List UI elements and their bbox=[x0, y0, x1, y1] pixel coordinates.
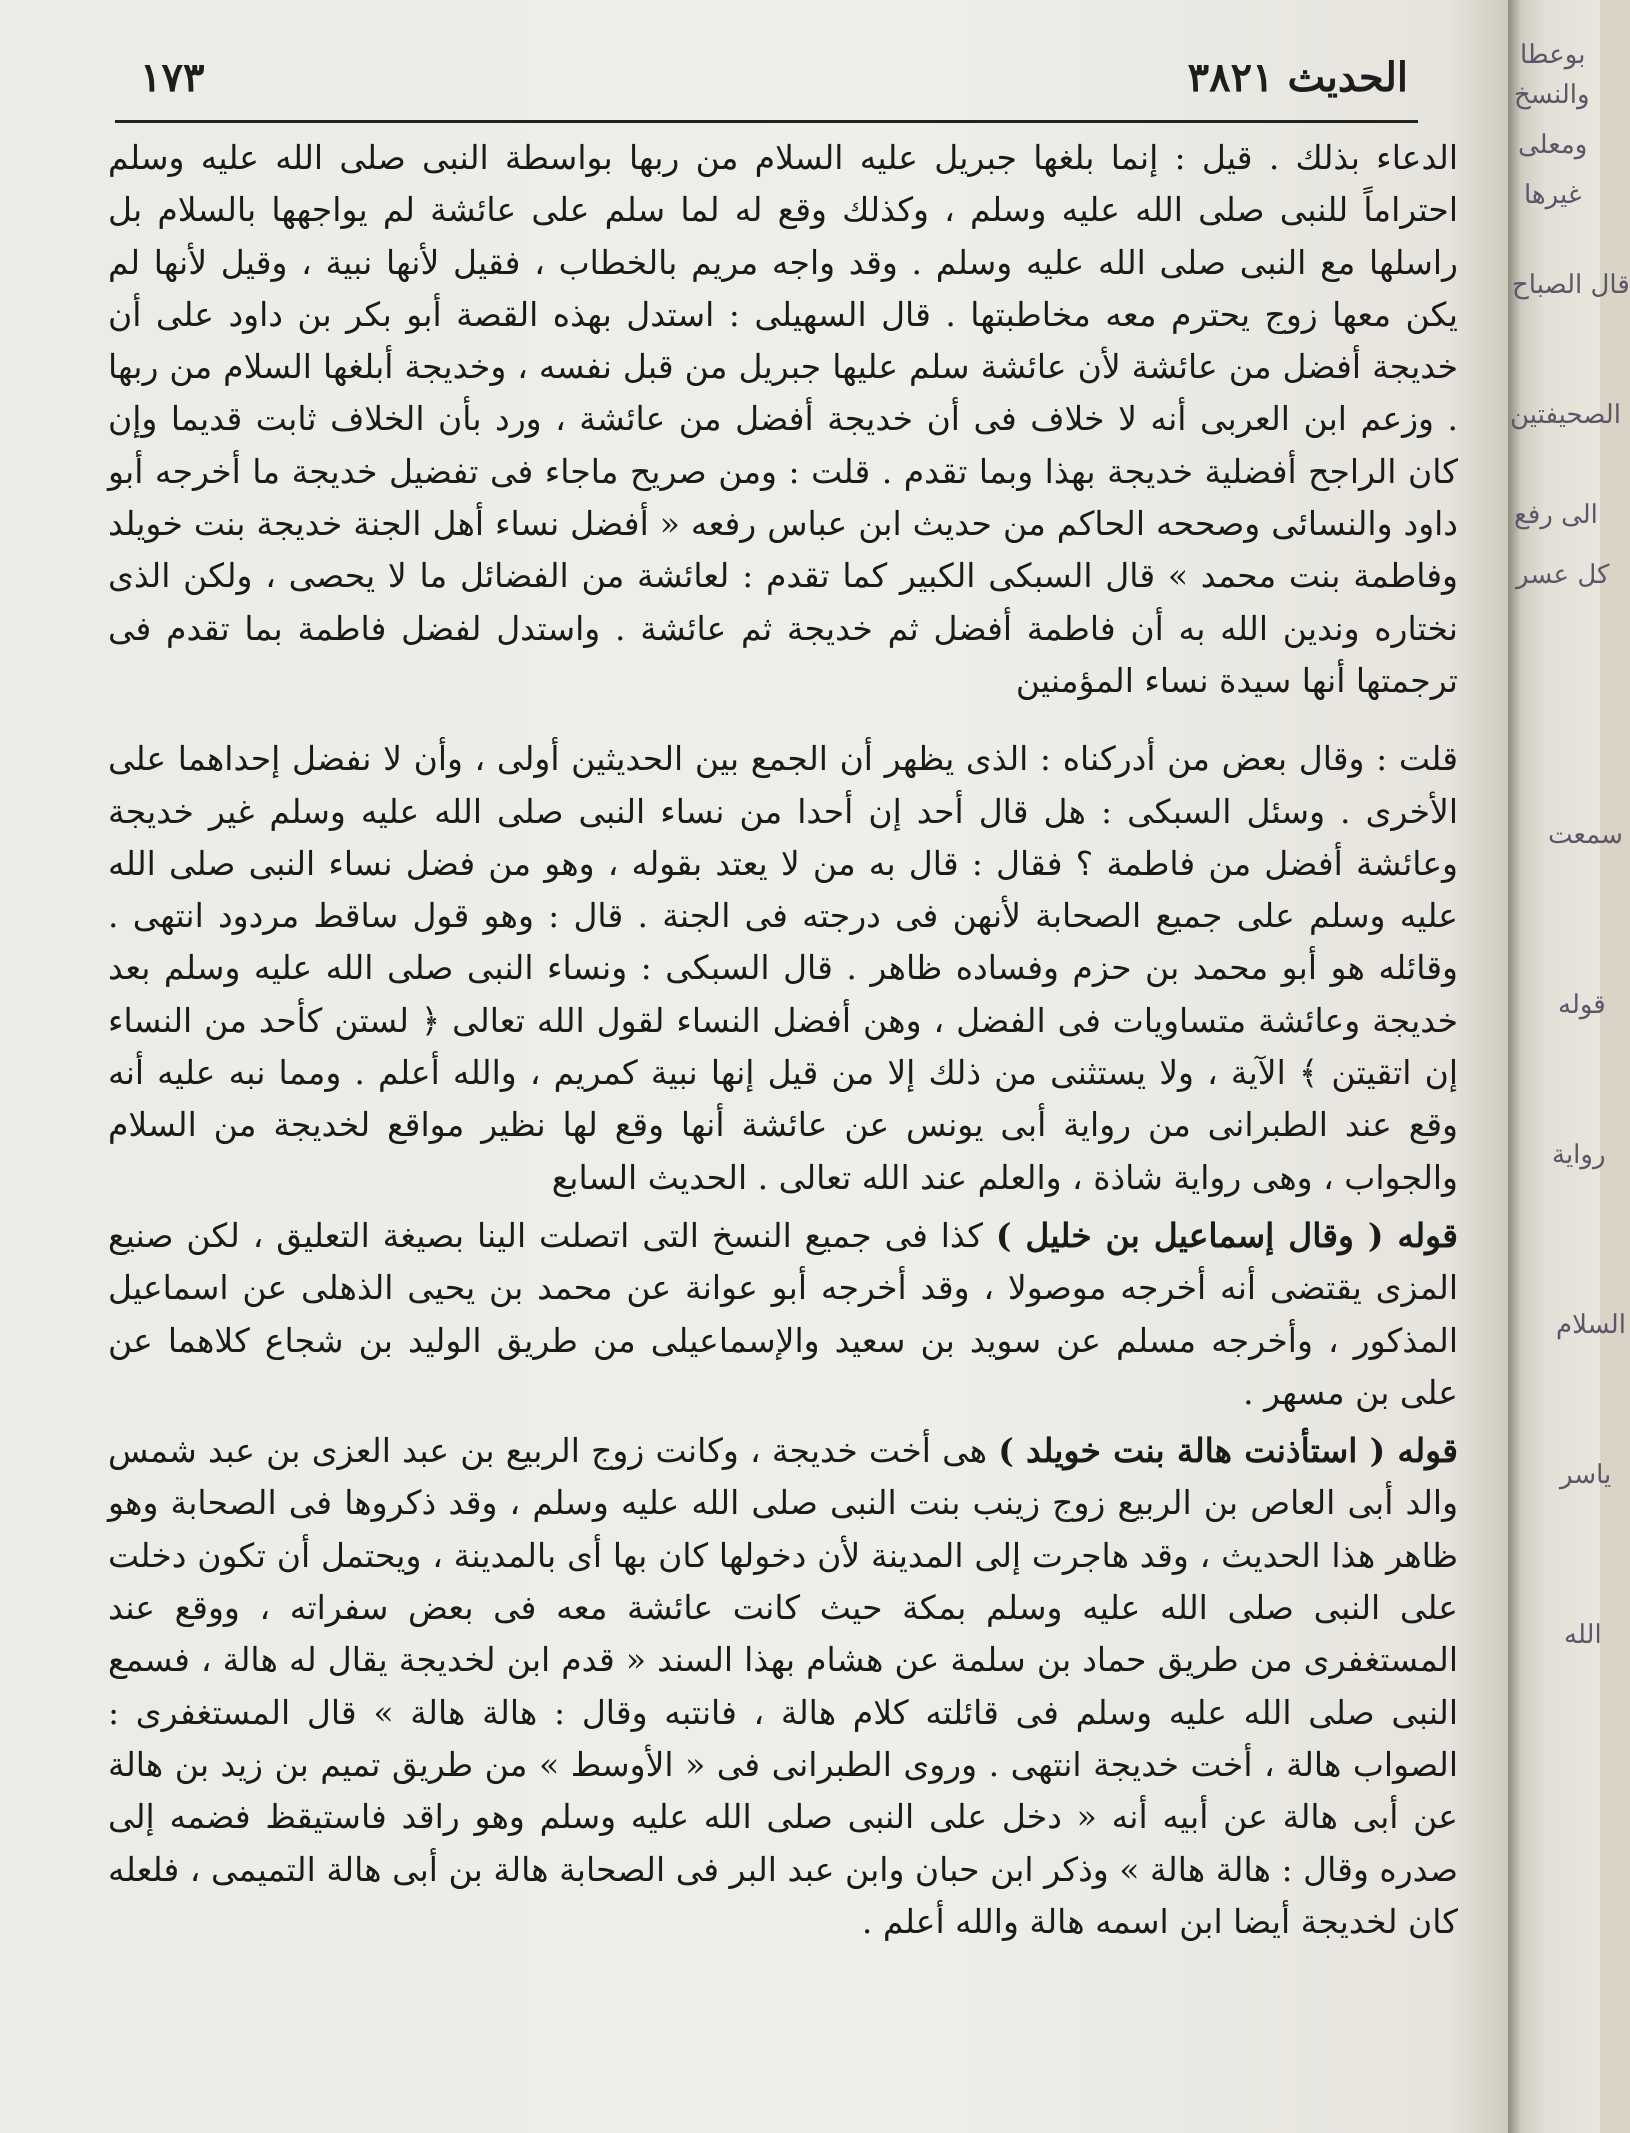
page-number: ١٧٣ bbox=[140, 54, 205, 101]
adjacent-fragment: غيرها bbox=[1524, 180, 1582, 210]
adjacent-fragment: قوله bbox=[1558, 990, 1606, 1020]
paragraph-2-text: قلت : وقال بعض من أدركناه : الذى يظهر أن الجمع بين الحديثين أولى ، وأن لا نفضل إحداهما على الأخرى . وسئل السبكى : هل قال أحد إن أحدا من نساء النبى صلى الله عليه وسلم غير خديجة وعائشة أفضل من فاطمة ؟ فقال : قال به من لا يعتد بقوله ، وهو من فضل نساء النبى صلى الله عليه وسلم على جميع الصحابة لأنهن فى درجته فى الجنة . قال : وهو قول ساقط مردود انتهى . وقائله هو أبو محمد بن حزم وفساده ظاهر . قال السبكى : ونساء النبى صلى الله عليه وسلم بعد خديجة وعائشة متساويات فى الفضل ، وهن أفضل النساء لقول الله تعالى ﴿ لستن كأحد من النساء إن اتقيتن ﴾ الآية ، ولا يستثنى من ذلك إلا من قيل إنها نبية كمريم ، والله أعلم . ومما نبه عليه أنه وقع عند الطبرانى من رواية أبى يونس عن عائشة أنها وقع لها نظير مواقع لخديجة من السلام والجواب ، وهى رواية شاذة ، والعلم عند الله تعالى . الحديث السابع bbox=[108, 739, 1458, 1197]
paragraph-1 bbox=[108, 132, 1458, 707]
hadith-title: الحديث ٣٨٢١ bbox=[1187, 54, 1408, 101]
adjacent-fragment: والنسخ bbox=[1514, 80, 1590, 110]
adjacent-fragment: سمعت bbox=[1548, 820, 1623, 850]
paragraph-4-text: هى أخت خديجة ، وكانت زوج الربيع بن عبد العزى بن عبد شمس والد أبى العاص بن الربيع زوج زينب بنت النبى صلى الله عليه وسلم ، وقد ذكروها فى الصحابة وهو ظاهر هذا الحديث ، وقد هاجرت إلى المدينة لأن دخولها كان بها أى بالمدينة ، ويحتمل أن تكون دخلت على النبى صلى الله عليه وسلم بمكة حيث كانت عائشة معه فى بعض سفراته ، ووقع عند المستغفرى من طريق حماد بن سلمة عن هشام بهذا السند « قدم ابن لخديجة يقال له هالة ، فسمع النبى صلى الله عليه وسلم فى قائلته كلام هالة ، فانتبه وقال : هالة هالة » قال المستغفرى : الصواب هالة ، أخت خديجة انتهى . وروى الطبرانى فى « الأوسط » من طريق تميم بن زيد بن هالة عن أبى هالة عن أبيه أنه « دخل على النبى صلى الله عليه وسلم وهو راقد فاستيقظ فضمه إلى صدره وقال : هالة هالة » وذكر ابن حبان وابن عبد البر فى الصحابة هالة بن أبى هالة التميمى ، فلعله كان لخديجة أيضا ابن اسمه هالة والله أعلم . bbox=[108, 1431, 1459, 1941]
paragraph-2 bbox=[108, 733, 1458, 1204]
paragraph-3 bbox=[108, 1210, 1458, 1419]
paragraph-3-text: كذا فى جميع النسخ التى اتصلت الينا بصيغة التعليق ، لكن صنيع المزى يقتضى أنه أخرجه موصولا ، وقد أخرجه أبو عوانة عن محمد بن يحيى الذهلى عن اسماعيل المذكور ، وأخرجه مسلم عن سويد بن سعيد والإسماعيلى من طريق الوليد بن شجاع كلاهما عن على بن مسهر . bbox=[108, 1215, 1458, 1412]
page-header bbox=[140, 48, 1408, 118]
paragraph-4-lead: قوله ( استأذنت هالة بنت خويلد ) bbox=[998, 1431, 1458, 1471]
paragraph-1-text: الدعاء بذلك . قيل : إنما بلغها جبريل عليه السلام من ربها بواسطة النبى صلى الله عليه وسلم احتراماً للنبى صلى الله عليه وسلم ، وكذلك وقع له لما سلم على عائشة لم يواجهها بالسلام بل راسلها مع النبى صلى الله عليه وسلم . وقد واجه مريم بالخطاب ، فقيل لأنها نبية ، وقيل لأنها لم يكن معها زوج يحترم معه مخاطبتها . قال السهيلى : استدل بهذه القصة أبو بكر بن داود على أن خديجة أفضل من عائشة لأن عائشة سلم عليها جبريل من قبل نفسه ، وخديجة أبلغها السلام من ربها . وزعم ابن العربى أنه لا خلاف فى أن خديجة أفضل من عائشة ، ورد بأن الخلاف ثابت قديما وإن كان الراجح أفضلية خديجة بهذا وبما تقدم . قلت : ومن صريح ماجاء فى تفضيل خديجة ما أخرجه أبو داود والنسائى وصححه الحاكم من حديث ابن عباس رفعه « أفضل نساء أهل الجنة خديجة بنت خويلد وفاطمة بنت محمد » قال السبكى الكبير كما تقدم : لعائشة من الفضائل ما لا يحصى ، ولكن الذى نختاره وندين الله به أن فاطمة أفضل ثم خديجة ثم عائشة . واستدل لفضل فاطمة بما تقدم فى ترجمتها أنها سيدة نساء المؤمنين bbox=[108, 138, 1458, 700]
adjacent-fragment: كل عسر bbox=[1516, 560, 1610, 590]
adjacent-page-edge bbox=[1508, 0, 1630, 2133]
adjacent-fragment: ومعلى bbox=[1518, 130, 1588, 160]
adjacent-fragment: الصحيفتين bbox=[1510, 400, 1621, 430]
adjacent-fragment: الى رفع bbox=[1514, 500, 1598, 530]
paragraph-4 bbox=[108, 1425, 1458, 1948]
adjacent-fragment: رواية bbox=[1552, 1140, 1606, 1170]
page-body bbox=[108, 132, 1458, 1948]
adjacent-fragment: السلام bbox=[1556, 1310, 1626, 1340]
paragraph-3-lead: قوله ( وقال إسماعيل بن خليل ) bbox=[995, 1215, 1458, 1255]
header-rule bbox=[115, 120, 1418, 123]
adjacent-fragment: الله bbox=[1564, 1620, 1602, 1650]
adjacent-fragment: بوعطا bbox=[1520, 40, 1586, 70]
adjacent-fragment: قال الصباح bbox=[1512, 270, 1630, 300]
adjacent-fragment: ياسر bbox=[1560, 1460, 1612, 1490]
